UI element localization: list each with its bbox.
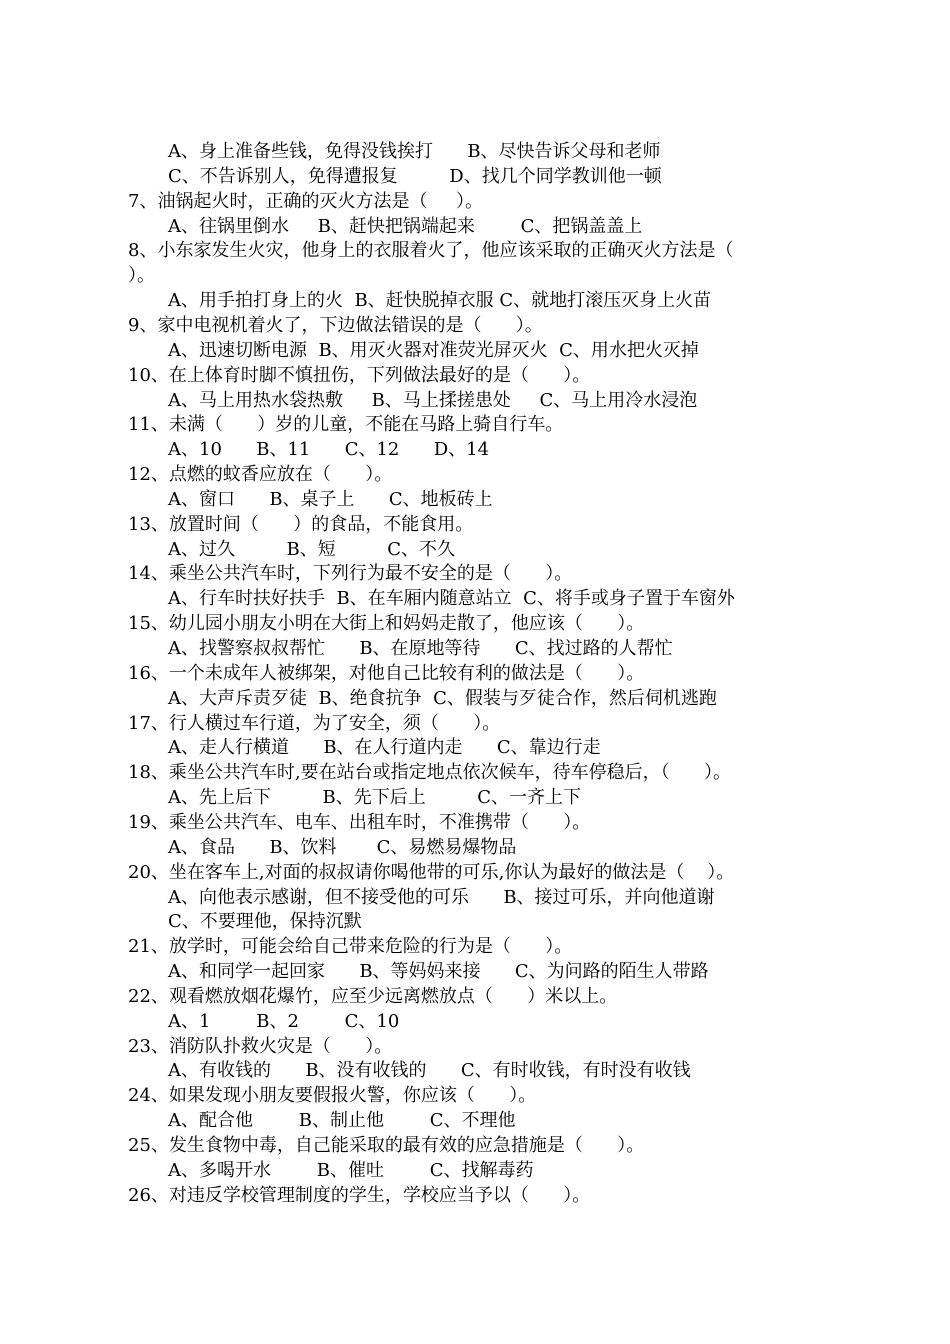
option-text: A、食品 B、饮料 C、易燃易爆物品 xyxy=(168,836,517,858)
question-text: 19、乘坐公共汽车、电车、出租车时，不准携带（ ）。 xyxy=(128,811,591,833)
question-text: 25、发生食物中毒，自己能采取的最有效的应急措施是（ ）。 xyxy=(128,1135,645,1156)
question-text: 13、放置时间（ ）的食品，不能食用。 xyxy=(128,513,474,535)
question-text: 16、一个未成年人被绑架，对他自己比较有利的做法是（ ）。 xyxy=(128,662,645,684)
question-text: 21、放学时，可能会给自己带来危险的行为是（ ）。 xyxy=(128,936,573,958)
option-text: A、走人行横道 B、在人行道内走 C、靠边行走 xyxy=(168,737,601,759)
question-text: 24、如果发现小朋友要假报火警，你应该（ ）。 xyxy=(128,1085,537,1107)
option-text: A、往锅里倒水 B、赶快把锅端起来 C、把锅盖盖上 xyxy=(168,215,643,237)
option-text: A、配合他 B、制止他 C、不理他 xyxy=(168,1110,516,1132)
option-text: A、向他表示感谢，但不接受他的可乐 B、接过可乐，并向他道谢 xyxy=(168,886,715,908)
option-text: A、过久 B、短 C、不久 xyxy=(168,538,455,560)
question-text: 26、对违反学校管理制度的学生，学校应当予以（ ）。 xyxy=(128,1184,591,1206)
option-text: A、窗口 B、桌子上 C、地板砖上 xyxy=(168,488,493,510)
option-text: C、不告诉别人，免得遭报复 D、找几个同学教训他一顿 xyxy=(168,165,662,187)
question-text: 12、点燃的蚊香应放在（ ）。 xyxy=(128,464,393,486)
option-text: A、1 B、2 C、10 xyxy=(168,1010,400,1032)
question-text: 15、幼儿园小朋友小明在大街上和妈妈走散了，他应该（ ）。 xyxy=(128,613,645,635)
option-text: A、有收钱的 B、没有收钱的 C、有时收钱，有时没有收钱 xyxy=(168,1060,691,1082)
question-text: 14、乘坐公共汽车时，下列行为最不安全的是（ ）。 xyxy=(128,563,573,585)
option-text: A、身上准备些钱，免得没钱挨打 B、尽快告诉父母和老师 xyxy=(168,141,661,162)
option-text: A、行车时扶好扶手 B、在车厢内随意站立 C、将手或身子置于车窗外 xyxy=(168,588,735,610)
question-text: 7、油锅起火时，正确的灭火方法是（ ）。 xyxy=(128,190,484,212)
option-text: A、迅速切断电源 B、用灭火器对准荧光屏灭火 C、用水把火灭掉 xyxy=(168,339,699,361)
option-text: A、多喝开水 B、催吐 C、找解毒药 xyxy=(168,1159,534,1181)
question-text: 22、观看燃放烟花爆竹，应至少远离燃放点（ ）米以上。 xyxy=(128,985,618,1007)
option-text: A、马上用热水袋热敷 B、马上揉搓患处 C、马上用冷水浸泡 xyxy=(168,389,698,411)
question-text: 10、在上体育时脚不慎扭伤，下列做法最好的是（ ）。 xyxy=(128,364,591,386)
option-text: A、10 B、11 C、12 D、14 xyxy=(168,439,490,461)
option-text: C、不要理他，保持沉默 xyxy=(168,911,362,933)
question-text: 9、家中电视机着火了，下边做法错误的是（ ）。 xyxy=(128,314,543,336)
question-text: 23、消防队扑救火灾是（ ）。 xyxy=(128,1035,393,1057)
question-text: ）。 xyxy=(128,265,155,287)
question-text: 20、坐在客车上,对面的叔叔请你喝他带的可乐,你认为最好的做法是（ ）。 xyxy=(128,861,735,883)
question-text: 11、未满（ ）岁的儿童，不能在马路上骑自行车。 xyxy=(128,414,564,436)
question-text: 17、行人横过车行道，为了安全，须（ ）。 xyxy=(128,712,501,734)
option-text: A、和同学一起回家 B、等妈妈来接 C、为问路的陌生人带路 xyxy=(168,961,709,983)
option-text: A、找警察叔叔帮忙 B、在原地等待 C、找过路的人帮忙 xyxy=(168,638,673,659)
option-text: A、大声斥责歹徒 B、绝食抗争 C、假装与歹徒合作，然后伺机逃跑 xyxy=(168,687,717,709)
question-text: 8、小东家发生火灾，他身上的衣服着火了，他应该采取的正确灭火方法是（ xyxy=(128,240,734,262)
option-text: A、用手拍打身上的火 B、赶快脱掉衣服 C、就地打滚压灭身上火苗 xyxy=(168,290,712,312)
question-text: 18、乘坐公共汽车时,要在站台或指定地点依次候车，待车停稳后，（ ）。 xyxy=(128,762,731,784)
option-text: A、先上后下 B、先下后上 C、一齐上下 xyxy=(168,787,581,809)
